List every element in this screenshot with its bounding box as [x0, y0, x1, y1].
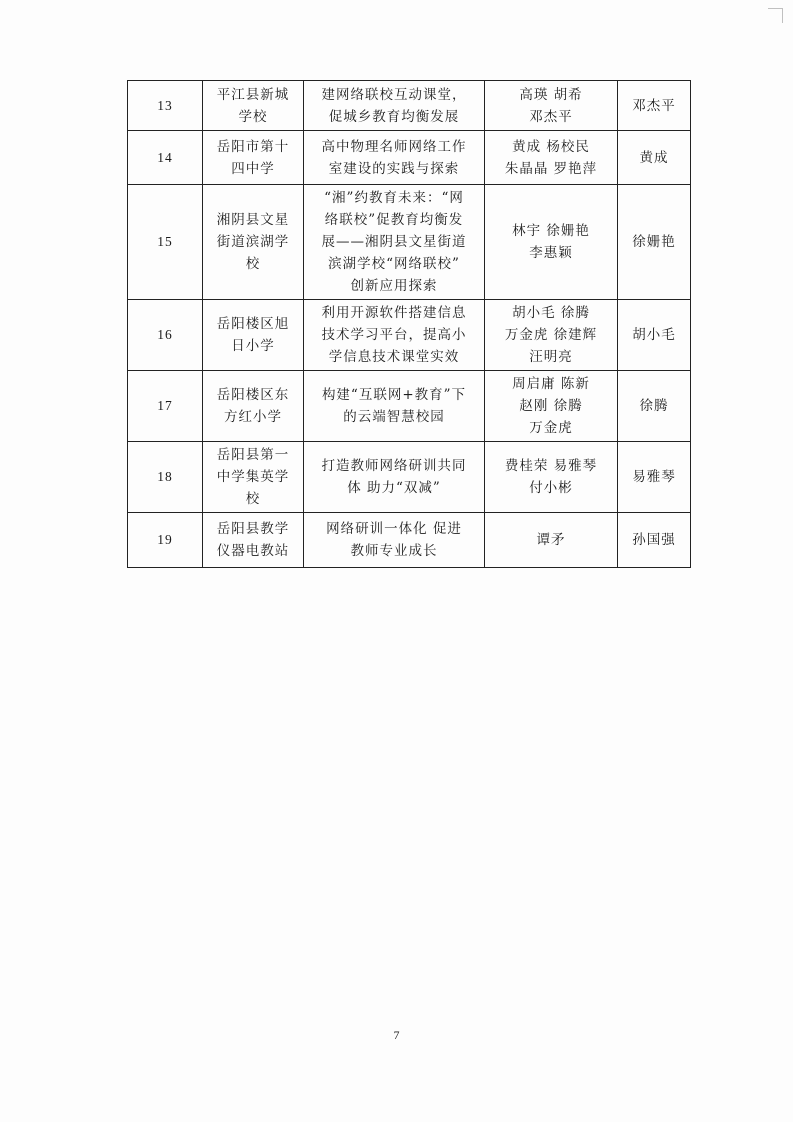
project-title-cell-text: 建网络联校互动课堂， 促城乡教育均衡发展 — [321, 86, 467, 125]
leader-cell — [618, 442, 691, 513]
table-row — [128, 513, 691, 568]
page-number: 7 — [393, 1028, 400, 1042]
project-title-cell-text: 网络研训一体化 促进 教师专业成长 — [326, 521, 462, 559]
members-cell-text: 林宇 徐姗艳 李惠颖 — [512, 223, 590, 261]
leader-cell-text: 徐姗艳 — [632, 234, 676, 250]
row-number — [128, 371, 203, 442]
members-cell-text: 谭矛 — [536, 532, 566, 548]
members-cell-text: 胡小毛 徐腾 万金虎 徐建辉 汪明亮 — [504, 305, 598, 365]
leader-cell-text: 胡小毛 — [632, 327, 676, 343]
leader-cell-text: 孙国强 — [632, 532, 676, 548]
school-cell — [203, 131, 304, 185]
members-cell — [485, 131, 618, 185]
leader-cell-text: 徐腾 — [639, 398, 669, 414]
school-cell-text: 岳阳县教学 仪器电教站 — [216, 521, 290, 559]
row-number — [128, 300, 203, 371]
school-cell-text: 岳阳楼区东 方红小学 — [216, 387, 290, 425]
table-row — [128, 300, 691, 371]
members-cell — [485, 442, 618, 513]
row-number-text: 13 — [157, 97, 173, 113]
project-title-cell-text: 打造教师网络研训共同 体 助力“双减” — [321, 458, 467, 496]
project-title-cell-text: 高中物理名师网络工作 室建设的实践与探索 — [321, 138, 467, 177]
row-number-text: 14 — [157, 149, 173, 165]
table-row — [128, 442, 691, 513]
school-cell — [203, 442, 304, 513]
leader-cell — [618, 81, 691, 131]
leader-cell — [618, 513, 691, 568]
school-cell-text: 平江县新城 学校 — [216, 86, 290, 125]
school-cell — [203, 513, 304, 568]
table-row — [128, 131, 691, 185]
members-cell-text: 周启庸 陈新 赵刚 徐腾 万金虎 — [512, 376, 590, 436]
project-title-cell — [304, 442, 485, 513]
leader-cell-text: 易雅琴 — [632, 469, 676, 485]
members-cell — [485, 371, 618, 442]
members-cell — [485, 81, 618, 131]
project-title-cell — [304, 185, 485, 300]
row-number — [128, 81, 203, 131]
leader-cell-text: 邓杰平 — [632, 97, 676, 114]
members-cell-text: 高瑛 胡希 邓杰平 — [519, 86, 583, 125]
members-cell-text: 费桂荣 易雅琴 付小彬 — [504, 458, 598, 496]
school-cell — [203, 300, 304, 371]
project-table — [127, 80, 691, 568]
school-cell-text: 岳阳楼区旭 日小学 — [216, 316, 290, 354]
row-number — [128, 131, 203, 185]
school-cell-text: 岳阳县第一 中学集英学 校 — [216, 447, 290, 507]
leader-cell-text: 黄成 — [639, 149, 669, 166]
project-title-cell — [304, 131, 485, 185]
leader-cell — [618, 371, 691, 442]
row-number-text: 18 — [157, 469, 173, 484]
row-number-text: 19 — [157, 532, 173, 547]
project-title-cell-text: 利用开源软件搭建信息 技术学习平台，提高小 学信息技术课堂实效 — [321, 305, 467, 365]
project-title-cell-text: “湘”约教育未来：“网 络联校”促教育均衡发 展——湘阴县文星街道 滨湖学校“网络联校” 创新应用探索 — [321, 190, 467, 294]
members-cell-text: 黄成 杨校民 朱晶晶 罗艳萍 — [504, 138, 598, 177]
row-number — [128, 442, 203, 513]
leader-cell — [618, 185, 691, 300]
table-body — [128, 81, 691, 568]
members-cell — [485, 185, 618, 300]
project-title-cell — [304, 300, 485, 371]
table-row — [128, 81, 691, 131]
row-number-text: 16 — [157, 327, 173, 342]
table-row — [128, 371, 691, 442]
row-number — [128, 185, 203, 300]
project-title-cell — [304, 513, 485, 568]
members-cell — [485, 300, 618, 371]
project-title-cell — [304, 371, 485, 442]
leader-cell — [618, 300, 691, 371]
project-title-cell-text: 构建“互联网+教育”下 的云端智慧校园 — [321, 387, 467, 425]
school-cell — [203, 371, 304, 442]
school-cell-text: 岳阳市第十 四中学 — [216, 138, 290, 177]
row-number-text: 17 — [157, 398, 173, 413]
row-number-text: 15 — [157, 234, 173, 249]
school-cell-text: 湘阴县文星 街道滨湖学 校 — [216, 212, 290, 272]
leader-cell — [618, 131, 691, 185]
school-cell — [203, 81, 304, 131]
members-cell — [485, 513, 618, 568]
table-row — [128, 185, 691, 300]
row-number — [128, 513, 203, 568]
project-title-cell — [304, 81, 485, 131]
scan-corner-mark — [768, 8, 783, 23]
school-cell — [203, 185, 304, 300]
